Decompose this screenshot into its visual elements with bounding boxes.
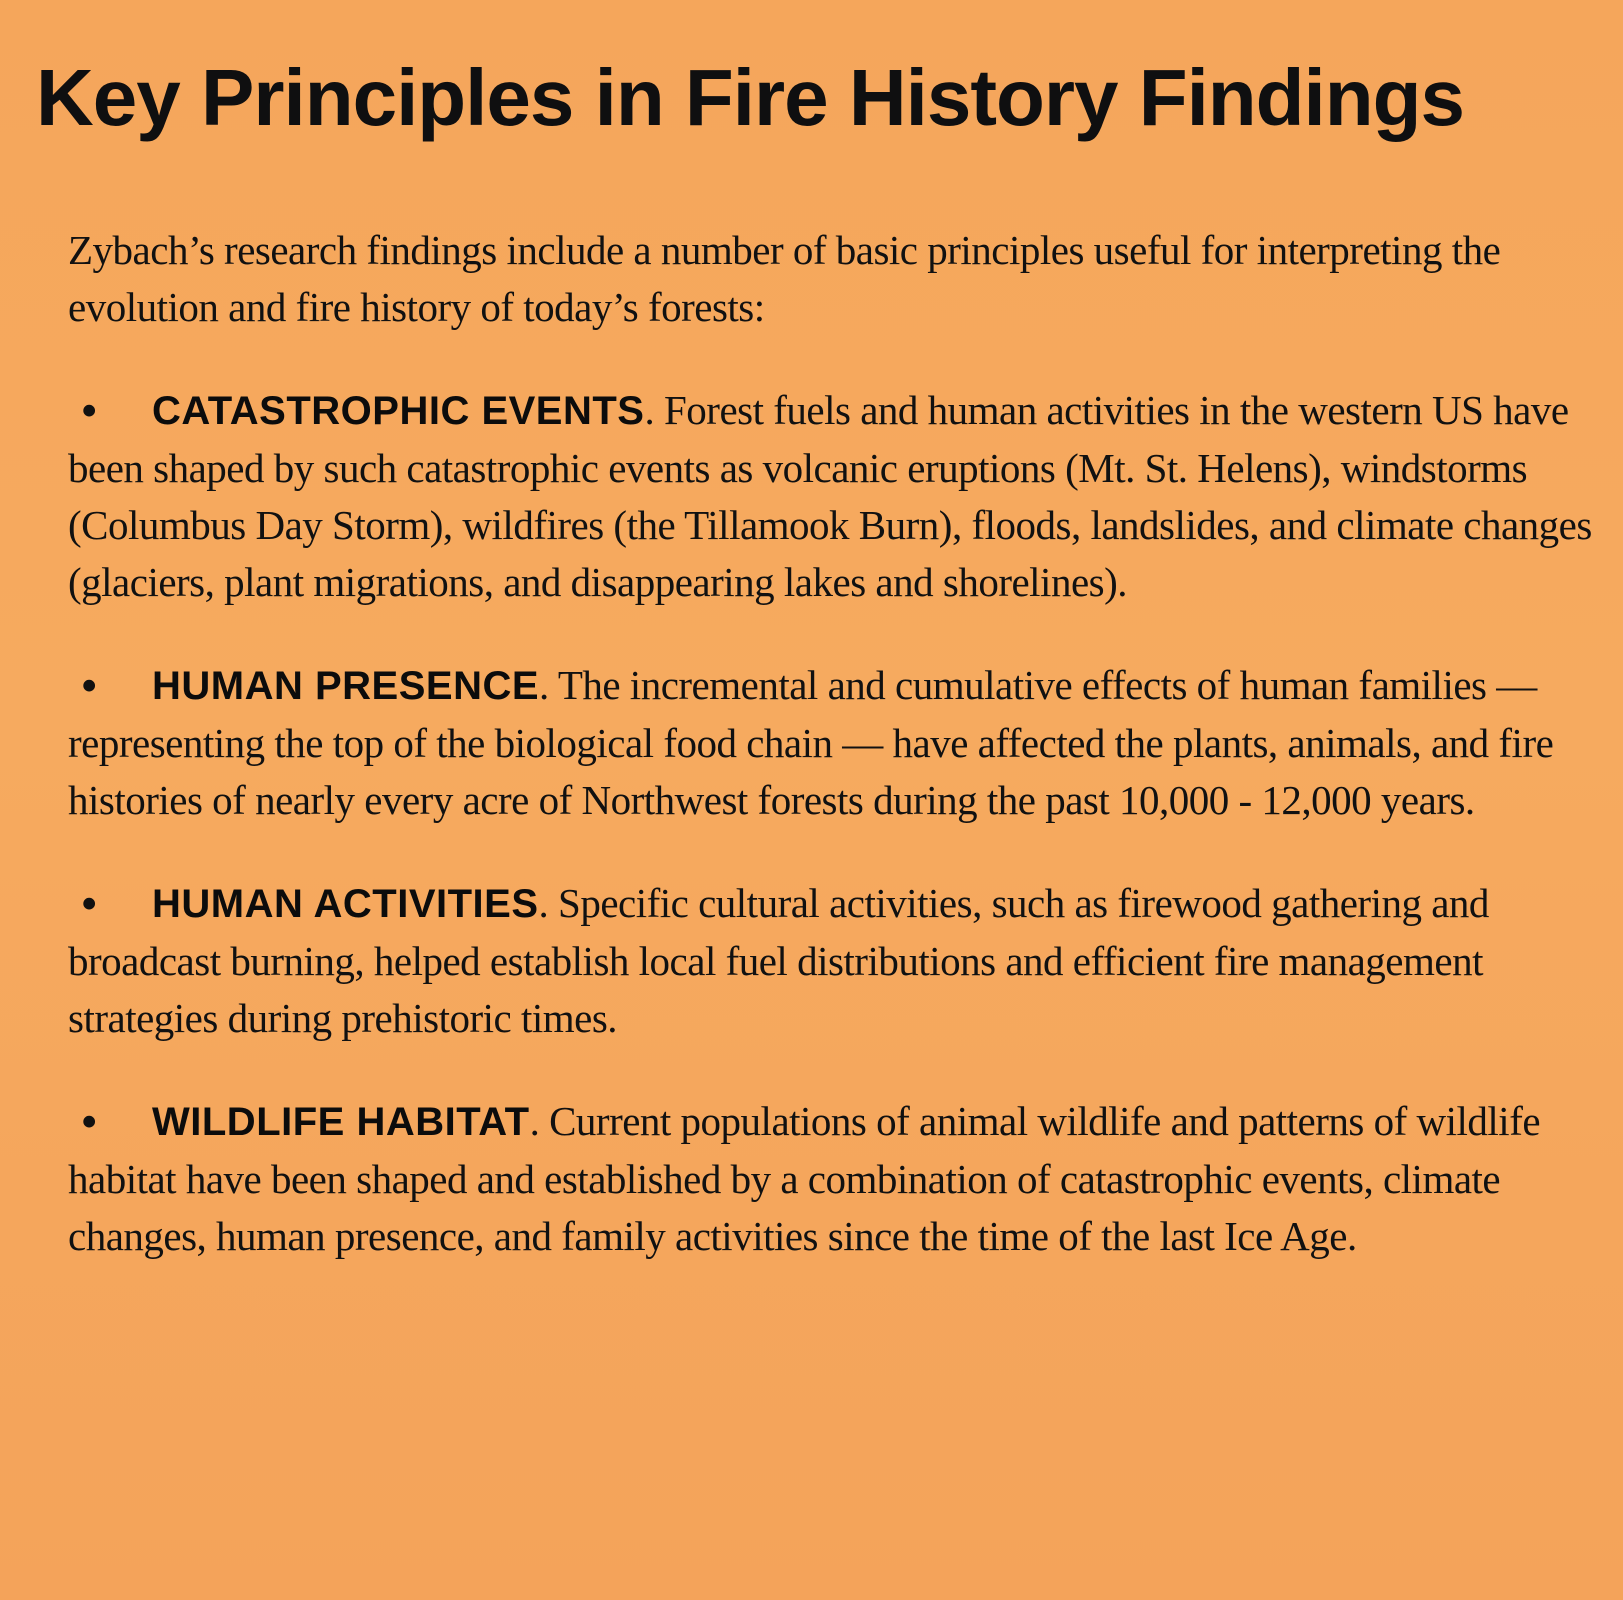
principle-text: Forest fuels and human activities in the western US have been shaped by such catastrophic events as volcanic eruptions (Mt. St. Helens), windstorms (Columbus Day Storm), wildfires (the Tillamook Burn), floods, landslides, and climate changes (glaciers, plant migrations, and disappearing lakes and shorelines). <box>68 387 1592 605</box>
bullet-icon: • <box>82 1098 96 1144</box>
principle-item-wildlife-habitat: • WILDLIFE HABITAT. Current populations of animal wildlife and patterns of wildlife habitat have been shaped and established by a combination of catastrophic events, climate changes, human presence, and family activities since the time of the last Ice Age. <box>68 1093 1608 1265</box>
principle-text: Specific cultural activities, such as firewood gathering and broadcast burning, helped establish local fuel distributions and efficient fire management strategies during prehistoric times. <box>68 880 1489 1041</box>
principle-heading: HUMAN ACTIVITIES <box>152 882 539 926</box>
principle-item-catastrophic-events: • CATASTROPHIC EVENTS. Forest fuels and human activities in the western US have been shaped by such catastrophic events as volcanic eruptions (Mt. St. Helens), windstorms (Columbus Day Storm), wildfires (the Tillamook Burn), floods, landslides, and climate changes (glaciers, plant migrations, and disappearing lakes and shorelines). <box>68 382 1608 611</box>
principle-text: Current populations of animal wildlife and patterns of wildlife habitat have been shaped and established by a combination of catastrophic events, climate changes, human presence, and family activities since the time of the last Ice Age. <box>68 1098 1541 1259</box>
principle-heading: CATASTROPHIC EVENTS <box>152 389 645 433</box>
principle-heading: HUMAN PRESENCE <box>152 664 540 708</box>
bullet-icon: • <box>82 880 96 926</box>
intro-paragraph: Zybach’s research findings include a number of basic principles useful for interpreting the evolution and fire history of today’s forests: <box>68 227 1501 330</box>
bullet-icon: • <box>82 387 96 433</box>
document-body <box>68 222 1608 1311</box>
principles-list <box>68 382 1608 1265</box>
principle-text: The incremental and cumulative effects of human families — representing the top of the biological food chain — have affected the plants, animals, and fire histories of nearly every acre of Northwest forests during the past 10,000 - 12,000 years. <box>68 662 1554 823</box>
page-title: Key Principles in Fire History Findings <box>36 53 1464 142</box>
bullet-icon: • <box>82 662 96 708</box>
principle-item-human-activities: • HUMAN ACTIVITIES. Specific cultural activities, such as firewood gathering and broadcast burning, helped establish local fuel distributions and efficient fire management strategies during prehistoric times. <box>68 875 1608 1047</box>
principle-item-human-presence: • HUMAN PRESENCE. The incremental and cumulative effects of human families — representing the top of the biological food chain — have affected the plants, animals, and fire histories of nearly every acre of Northwest forests during the past 10,000 - 12,000 years. <box>68 657 1608 829</box>
principle-heading: WILDLIFE HABITAT <box>152 1100 530 1144</box>
